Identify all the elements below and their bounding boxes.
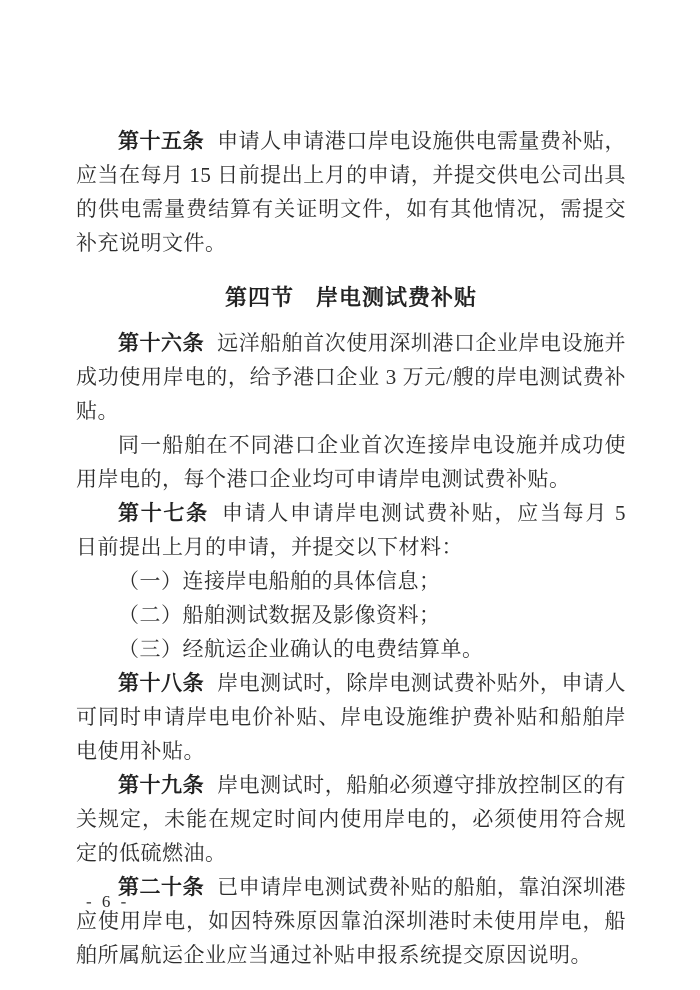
article-label: 第十五条 <box>118 129 205 153</box>
article-paragraph-15 <box>76 124 626 260</box>
article-text: 同一船舶在不同港口企业首次连接岸电设施并成功使用岸电的，每个港口企业均可申请岸电测试费补贴。 <box>76 433 626 491</box>
article-label: 第二十条 <box>118 875 205 899</box>
list-item-2: （二）船舶测试数据及影像资料； <box>118 603 441 627</box>
article-label: 第十八条 <box>118 671 205 695</box>
article-paragraph-20 <box>76 870 626 972</box>
article-label: 第十六条 <box>118 331 205 355</box>
section-number: 第四节 <box>224 285 294 310</box>
article-paragraph-19 <box>76 768 626 870</box>
article-text: 申请人申请岸电测试费补贴，应当每月 5 日前提出上月的申请，并提交以下材料： <box>76 501 627 559</box>
list-item-1: （一）连接岸电船舶的具体信息； <box>118 569 441 593</box>
article-paragraph-16 <box>76 326 626 428</box>
page-number: - 6 - <box>86 892 130 911</box>
article-text: 远洋船舶首次使用深圳港口企业岸电设施并成功使用岸电的，给予港口企业 3 万元/艘的岸电测试费补贴。 <box>76 331 627 423</box>
section-title: 岸电测试费补贴 <box>316 285 478 310</box>
article-label: 第十九条 <box>118 773 205 797</box>
list-item-3: （三）经航运企业确认的电费结算单。 <box>118 637 484 661</box>
article-paragraph-18 <box>76 666 626 768</box>
article-text: 岸电测试时，船舶必须遵守排放控制区的有关规定，未能在规定时间内使用岸电的，必须使用符合规定的低硫燃油。 <box>76 773 627 865</box>
article-text: 申请人申请港口岸电设施供电需量费补贴，应当在每月 15 日前提出上月的申请，并提交供电公司出具的供电需量费结算有关证明文件，如有其他情况，需提交补充说明文件。 <box>76 129 627 255</box>
article-text: 岸电测试时，除岸电测试费补贴外，申请人可同时申请岸电电价补贴、岸电设施维护费补贴和船舶岸电使用补贴。 <box>76 671 627 763</box>
article-label: 第十七条 <box>118 501 209 525</box>
section-heading <box>76 281 626 315</box>
article-text: 已申请岸电测试费补贴的船舶，靠泊深圳港应使用岸电，如因特殊原因靠泊深圳港时未使用岸电，船舶所属航运企业应当通过补贴申报系统提交原因说明。 <box>76 875 627 967</box>
article-paragraph-16-continued <box>76 428 626 496</box>
article-paragraph-17 <box>76 496 626 564</box>
